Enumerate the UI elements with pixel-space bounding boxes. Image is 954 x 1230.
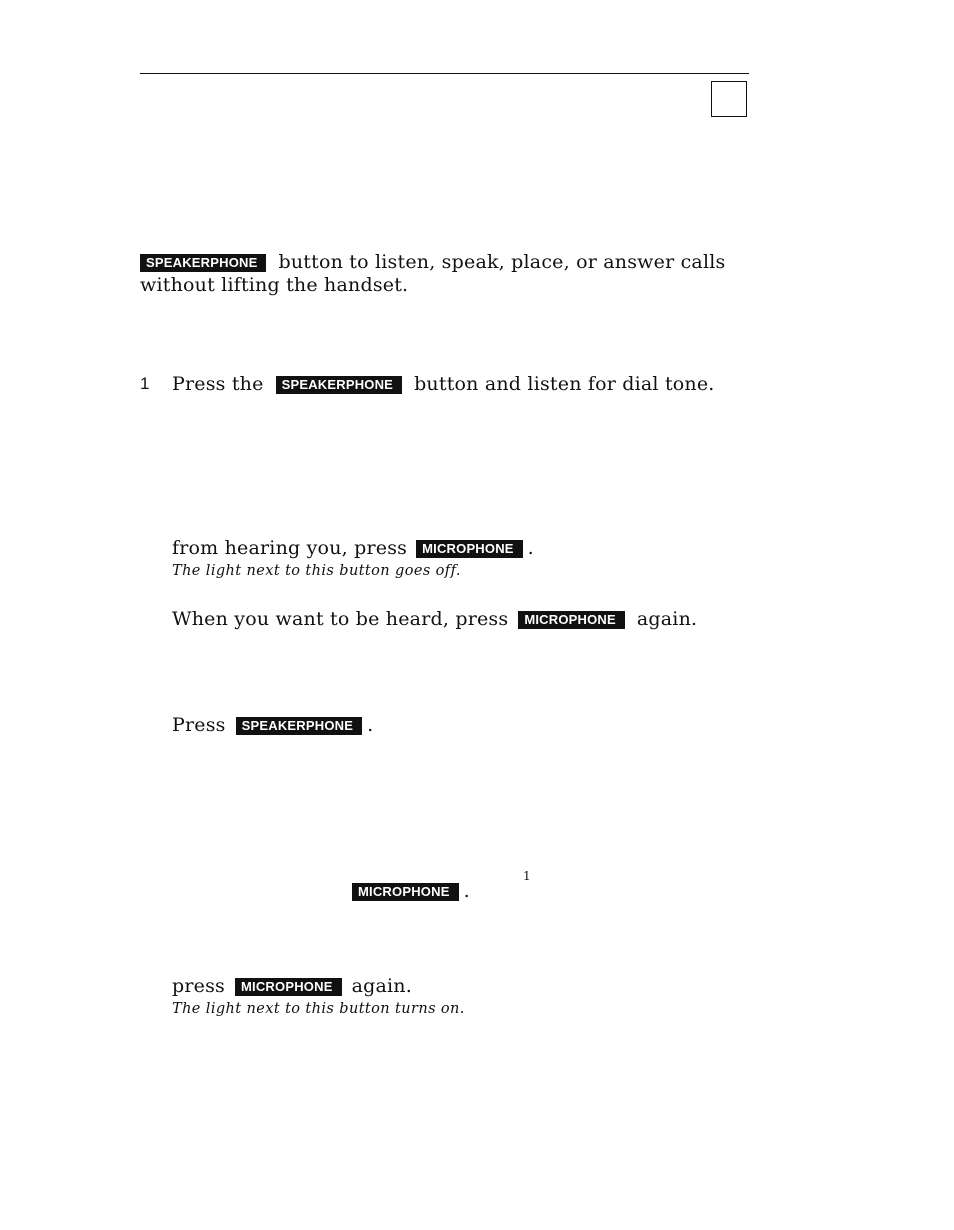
- intro-line-1: [140, 250, 725, 274]
- microphone-button-label: MICROPHONE: [352, 883, 459, 901]
- stray-mark: 1: [523, 869, 531, 883]
- answer-line-2-before: press: [172, 975, 225, 997]
- microphone-button-label: MICROPHONE: [416, 540, 523, 558]
- step-1-after: button and listen for dial tone.: [414, 373, 715, 395]
- intro-line-1-text: button to listen, speak, place, or answer calls: [278, 251, 726, 273]
- hangup-before: Press: [172, 714, 226, 736]
- microphone-button-label: MICROPHONE: [518, 611, 625, 629]
- answer-line-2-after: again.: [351, 975, 412, 997]
- mute-line-1-before: from hearing you, press: [172, 537, 408, 559]
- mute-line-1: [172, 536, 534, 560]
- hangup-after: .: [367, 714, 374, 736]
- speakerphone-button-label: SPEAKERPHONE: [140, 254, 266, 272]
- mute-line-1-after: .: [527, 537, 534, 559]
- hangup-line: [172, 713, 373, 737]
- step-number: 1: [140, 374, 150, 393]
- mute-note: The light next to this button goes off.: [172, 563, 461, 579]
- mute-line-2-before: When you want to be heard, press: [172, 608, 509, 630]
- answer-line-1-after: .: [463, 880, 470, 902]
- speakerphone-button-label: SPEAKERPHONE: [276, 376, 402, 394]
- tab-marker-box: [711, 81, 747, 117]
- intro-line-2: without lifting the handset.: [140, 274, 409, 296]
- mute-line-2: [172, 607, 697, 631]
- answer-line-1: [352, 879, 470, 903]
- step-1-before: Press the: [172, 373, 264, 395]
- header-rule: [140, 73, 749, 74]
- answer-line-2: [172, 974, 412, 998]
- microphone-button-label: MICROPHONE: [235, 978, 342, 996]
- speakerphone-button-label: SPEAKERPHONE: [236, 717, 362, 735]
- answer-note: The light next to this button turns on.: [172, 1001, 465, 1017]
- step-1-line: [172, 372, 715, 396]
- mute-line-2-after: again.: [636, 608, 698, 630]
